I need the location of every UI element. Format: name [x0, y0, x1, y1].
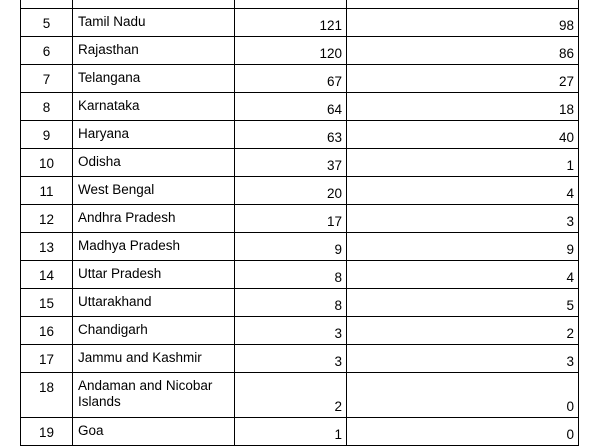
serial-number-cell: 17: [21, 345, 73, 373]
state-name-cell: Karnataka: [73, 93, 235, 121]
state-name-cell: Andhra Pradesh: [73, 205, 235, 233]
table-row: [21, 261, 579, 289]
value-a-cell: 121: [235, 9, 347, 37]
value-b-cell: [347, 0, 579, 9]
serial-number-cell: 9: [21, 121, 73, 149]
table-row: [21, 93, 579, 121]
state-name-cell: Andaman and Nicobar Islands: [73, 373, 235, 418]
table-row: [21, 177, 579, 205]
state-name-cell: Madhya Pradesh: [73, 233, 235, 261]
table-row: [21, 9, 579, 37]
serial-number-cell: 14: [21, 261, 73, 289]
value-b-cell: 4: [347, 177, 579, 205]
value-b-cell: 3: [347, 205, 579, 233]
table-row: [21, 37, 579, 65]
serial-number-cell: 8: [21, 93, 73, 121]
table-row: [21, 205, 579, 233]
value-a-cell: 3: [235, 345, 347, 373]
table-row: [21, 289, 579, 317]
value-a-cell: 37: [235, 149, 347, 177]
table-row: [21, 0, 579, 9]
value-b-cell: 2: [347, 317, 579, 345]
state-name-cell: Odisha: [73, 149, 235, 177]
table-row: [21, 373, 579, 418]
serial-number-cell: 12: [21, 205, 73, 233]
table-row: [21, 233, 579, 261]
state-name-cell: West Bengal: [73, 177, 235, 205]
value-a-cell: 2: [235, 373, 347, 418]
table-row: [21, 121, 579, 149]
value-b-cell: 1: [347, 149, 579, 177]
value-b-cell: 3: [347, 345, 579, 373]
value-a-cell: 64: [235, 93, 347, 121]
table-row: [21, 418, 579, 446]
serial-number-cell: 5: [21, 9, 73, 37]
state-name-cell: Uttarakhand: [73, 289, 235, 317]
value-b-cell: 40: [347, 121, 579, 149]
serial-number-cell: 6: [21, 37, 73, 65]
serial-number-cell: 10: [21, 149, 73, 177]
state-name-cell: Rajasthan: [73, 37, 235, 65]
value-a-cell: 67: [235, 65, 347, 93]
state-name-cell: [73, 0, 235, 9]
serial-number-cell: 7: [21, 65, 73, 93]
serial-number-cell: 19: [21, 418, 73, 446]
serial-number-cell: 15: [21, 289, 73, 317]
value-b-cell: 18: [347, 93, 579, 121]
value-a-cell: 17: [235, 205, 347, 233]
state-name-cell: Uttar Pradesh: [73, 261, 235, 289]
value-b-cell: 5: [347, 289, 579, 317]
table-row: [21, 345, 579, 373]
value-a-cell: 1: [235, 418, 347, 446]
table-row: [21, 65, 579, 93]
value-b-cell: 27: [347, 65, 579, 93]
state-name-cell: Jammu and Kashmir: [73, 345, 235, 373]
table-row: [21, 149, 579, 177]
value-a-cell: 120: [235, 37, 347, 65]
value-a-cell: 8: [235, 289, 347, 317]
value-b-cell: 4: [347, 261, 579, 289]
value-b-cell: 9: [347, 233, 579, 261]
value-b-cell: 86: [347, 37, 579, 65]
value-a-cell: [235, 0, 347, 9]
serial-number-cell: 16: [21, 317, 73, 345]
table-row: [21, 317, 579, 345]
state-name-cell: Telangana: [73, 65, 235, 93]
value-a-cell: 20: [235, 177, 347, 205]
value-b-cell: 0: [347, 373, 579, 418]
state-name-cell: Goa: [73, 418, 235, 446]
value-a-cell: 63: [235, 121, 347, 149]
serial-number-cell: 13: [21, 233, 73, 261]
value-a-cell: 8: [235, 261, 347, 289]
state-name-cell: Haryana: [73, 121, 235, 149]
value-b-cell: 0: [347, 418, 579, 446]
serial-number-cell: 11: [21, 177, 73, 205]
value-a-cell: 9: [235, 233, 347, 261]
serial-number-cell: 18: [21, 373, 73, 418]
state-name-cell: Chandigarh: [73, 317, 235, 345]
value-a-cell: 3: [235, 317, 347, 345]
value-b-cell: 98: [347, 9, 579, 37]
serial-number-cell: [21, 0, 73, 9]
state-name-cell: Tamil Nadu: [73, 9, 235, 37]
state-data-table: [20, 0, 579, 446]
